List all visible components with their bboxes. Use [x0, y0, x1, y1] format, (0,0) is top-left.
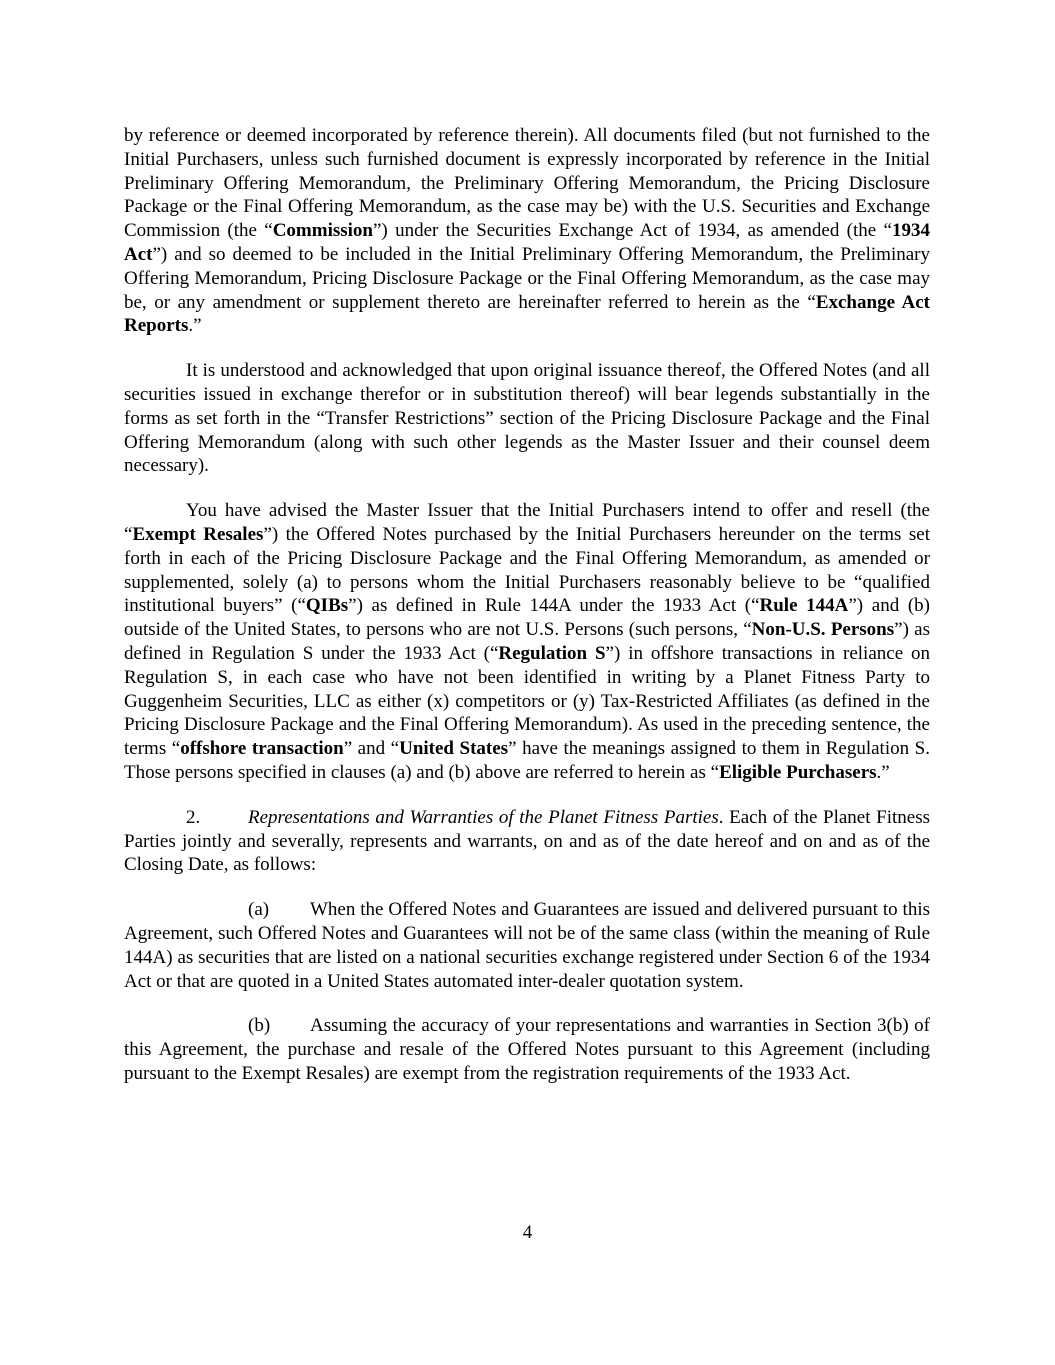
term-non-us-persons: Non-U.S. Persons: [751, 619, 895, 641]
term-offshore-transaction: offshore transaction: [180, 738, 344, 760]
section-number: 2.: [186, 806, 201, 828]
term-rule-144a: Rule 144A: [759, 595, 849, 617]
paragraph-exempt-resales: You have advised the Master Issuer that the Initial Purchasers intend to offer and resell (the “Exempt Resales”) the Offered Notes purchased by the Initial Purchasers hereunder on the terms set forth in each of the Pricing Disclosure Package and the Final Offering Memorandum, as amended or supplemented, solely (a) to persons whom the Initial Purchasers reasonably believe to be “qualified institutional buyers” (“QIBs”) as defined in Rule 144A under the 1933 Act (“Rule 144A”) and (b) outside of the United States, to persons who are not U.S. Persons (such persons, “Non-U.S. Persons”) as defined in Regulation S under the 1933 Act (“Regulation S”) in offshore transactions in reliance on Regulation S, in each case who have not been identified in writing by a Planet Fitness Party to Guggenheim Securities, LLC as either (x) competitors or (y) Tax-Restricted Affiliates (as defined in the Pricing Disclosure Package and the Final Offering Memorandum). As used in the preceding sentence, the terms “offshore transaction” and “United States” have the meanings assigned to them in Regulation S. Those persons specified in clauses (a) and (b) above are referred to herein as “Eligible Purchasers.”: [124, 500, 931, 783]
term-qibs: QIBs: [305, 595, 349, 617]
clause-a-label: (a): [248, 899, 270, 921]
term-commission: Commission: [272, 220, 373, 242]
document-page: [124, 124, 930, 1107]
term-eligible-purchasers: Eligible Purchasers: [719, 761, 877, 783]
clause-b: (b) Assuming the accuracy of your representations and warranties in Section 3(b) of this Agreement, the purchase and resale of the Offered Notes pursuant to this Agreement (including pursuant to the Exempt Resales) are exempt from the registration requirements of the 1933 Act.: [124, 1015, 930, 1084]
term-1934-act: 1934 Act: [124, 220, 930, 265]
clause-a: (a) When the Offered Notes and Guarantees are issued and delivered pursuant to this Agreement, such Offered Notes and Guarantees will not be of the same class (within the meaning of Rule 144A) as securities that are listed on a national securities exchange registered under Section 6 of the 1934 Act or that are quoted in a United States automated inter-dealer quotation system.: [124, 899, 930, 992]
clause-b-label: (b): [248, 1015, 271, 1037]
term-exempt-resales: Exempt Resales: [132, 523, 264, 545]
section-2-heading-paragraph: 2. Representations and Warranties of the Planet Fitness Parties. Each of the Planet Fitness Parties jointly and severally, represents and warrants, on and as of the date hereof and on and as of the Closing Date, as follows:: [124, 806, 930, 876]
section-title: Representations and Warranties of the Planet Fitness Parties: [248, 806, 719, 828]
term-united-states: United States: [399, 738, 509, 760]
page-number: 4: [522, 1222, 533, 1243]
term-exchange-act-reports: Exchange Act Reports: [124, 291, 930, 337]
paragraph-legends: It is understood and acknowledged that upon original issuance thereof, the Offered Notes (and all securities issued in exchange therefor or in substitution thereof) will bear legends substantially in the forms as set forth in the “Transfer Restrictions” section of the Pricing Disclosure Package and the Final Offering Memorandum (along with such other legends as the Master Issuer and their counsel deem necessary).: [124, 360, 930, 477]
term-regulation-s: Regulation S: [498, 642, 606, 664]
paragraph-exchange-act-reports: by reference or deemed incorporated by reference therein). All documents filed (but not furnished to the Initial Purchasers, unless such furnished document is expressly incorporated by reference in the Initial Preliminary Offering Memorandum, the Preliminary Offering Memorandum, the Pricing Disclosure Package or the Final Offering Memorandum, as the case may be) with the U.S. Securities and Exchange Commission (the “Commission”) under the Securities Exchange Act of 1934, as amended (the “1934 Act”) and so deemed to be included in the Initial Preliminary Offering Memorandum, the Preliminary Offering Memorandum, Pricing Disclosure Package or the Final Offering Memorandum, as the case may be, or any amendment or supplement thereto are hereinafter referred to herein as the “Exchange Act Reports.”: [124, 125, 930, 337]
